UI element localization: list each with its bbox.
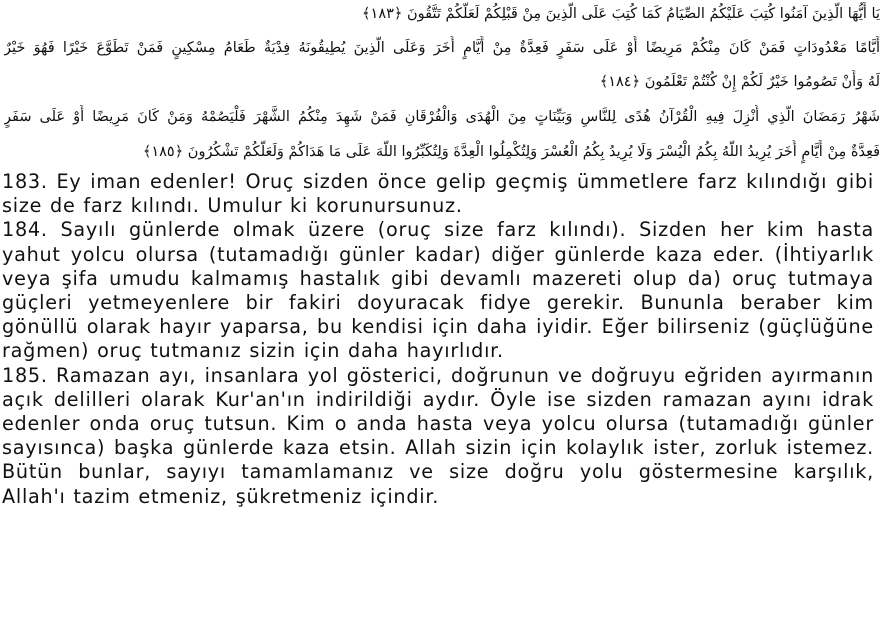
verse-183-translation: 183. Ey iman edenler! Oruç sizden önce gelip geçmiş ümmetlere farz kılındığı gibi size de farz kılındı. Umulur ki korunursunuz. xyxy=(2,170,874,218)
verse-185-translation: 185. Ramazan ayı, insanlara yol gösterici, doğrunun ve doğruyu eğriden ayırmanın açık delilleri olarak Kur'an'ın indirildiği aydır. Öyle ise sizden ramazan ayını idrak edenler onda oruç tutsun. Kim o anda hasta veya yolcu olursa (tutamadığı günler sayısınca) başka günlerde kaza etsin. Allah sizin için kolaylık ister, zorluk istemez. Bütün bunlar, sayıyı tamamlamanız ve size doğru yolu göstermesine karşılık, Allah'ı tazim etmeniz, şükretmeniz içindir. xyxy=(2,363,874,508)
arabic-line-3: لَهُ وَأَنْ تَصُومُوا خَيْرٌ لَكُمْ إِنْ كُنْتُمْ تَعْلَمُونَ ﴿١٨٤﴾ xyxy=(599,74,880,90)
arabic-line-5: فَعِدَّةٌ مِنْ أَيَّامٍ أُخَرَ يُرِيدُ اللَّهُ بِكُمُ الْيُسْرَ وَلَا يُرِيدُ بِكُمُ الْعُسْرَ وَلِتُكْمِلُوا الْعِدَّةَ وَلِتُكَبِّرُوا اللَّهَ عَلَى مَا هَدَاكُمْ وَلَعَلَّكُمْ تَشْكُرُونَ ﴿١٨٥﴾ xyxy=(142,144,880,160)
arabic-text-block xyxy=(0,0,884,172)
arabic-line-1: يَا أَيُّهَا الَّذِينَ آمَنُوا كُتِبَ عَلَيْكُمُ الصِّيَامُ كَمَا كُتِبَ عَلَى الَّذِينَ مِنْ قَبْلِكُمْ لَعَلَّكُمْ تَتَّقُونَ ﴿١٨٣﴾ xyxy=(362,6,880,22)
arabic-line-2: أَيَّامًا مَعْدُودَاتٍ فَمَنْ كَانَ مِنْكُمْ مَرِيضًا أَوْ عَلَى سَفَرٍ فَعِدَّةٌ مِنْ أَيَّامٍ أُخَرَ وَعَلَى الَّذِينَ يُطِيقُونَهُ فِدْيَةٌ طَعَامُ مِسْكِينٍ فَمَنْ تَطَوَّعَ خَيْرًا فَهُوَ خَيْرٌ xyxy=(4,40,880,56)
arabic-line-4: شَهْرُ رَمَضَانَ الَّذِي أُنْزِلَ فِيهِ الْقُرْآنُ هُدًى لِلنَّاسِ وَبَيِّنَاتٍ مِنَ الْهُدَى وَالْفُرْقَانِ فَمَنْ شَهِدَ مِنْكُمُ الشَّهْرَ فَلْيَصُمْهُ وَمَنْ كَانَ مَرِيضًا أَوْ عَلَى سَفَرٍ xyxy=(4,109,880,125)
verse-184-translation: 184. Sayılı günlerde olmak üzere (oruç size farz kılındı). Sizden her kim hasta yahut yolcu olursa (tutamadığı günler kadar) diğer günlerde kaza eder. (İhtiyarlık veya şifa umudu kalmamış hastalık gibi devamlı mazereti olup da) oruç tutmaya güçleri yetmeyenlere bir fakiri doyuracak fidye gerekir. Bununla beraber kim gönüllü olarak hayır yaparsa, bu kendisi için daha iyidir. Eğer bilirseniz (güçlüğüne rağmen) oruç tutmanız sizin için daha hayırlıdır. xyxy=(2,218,874,363)
turkish-translation xyxy=(2,170,874,509)
